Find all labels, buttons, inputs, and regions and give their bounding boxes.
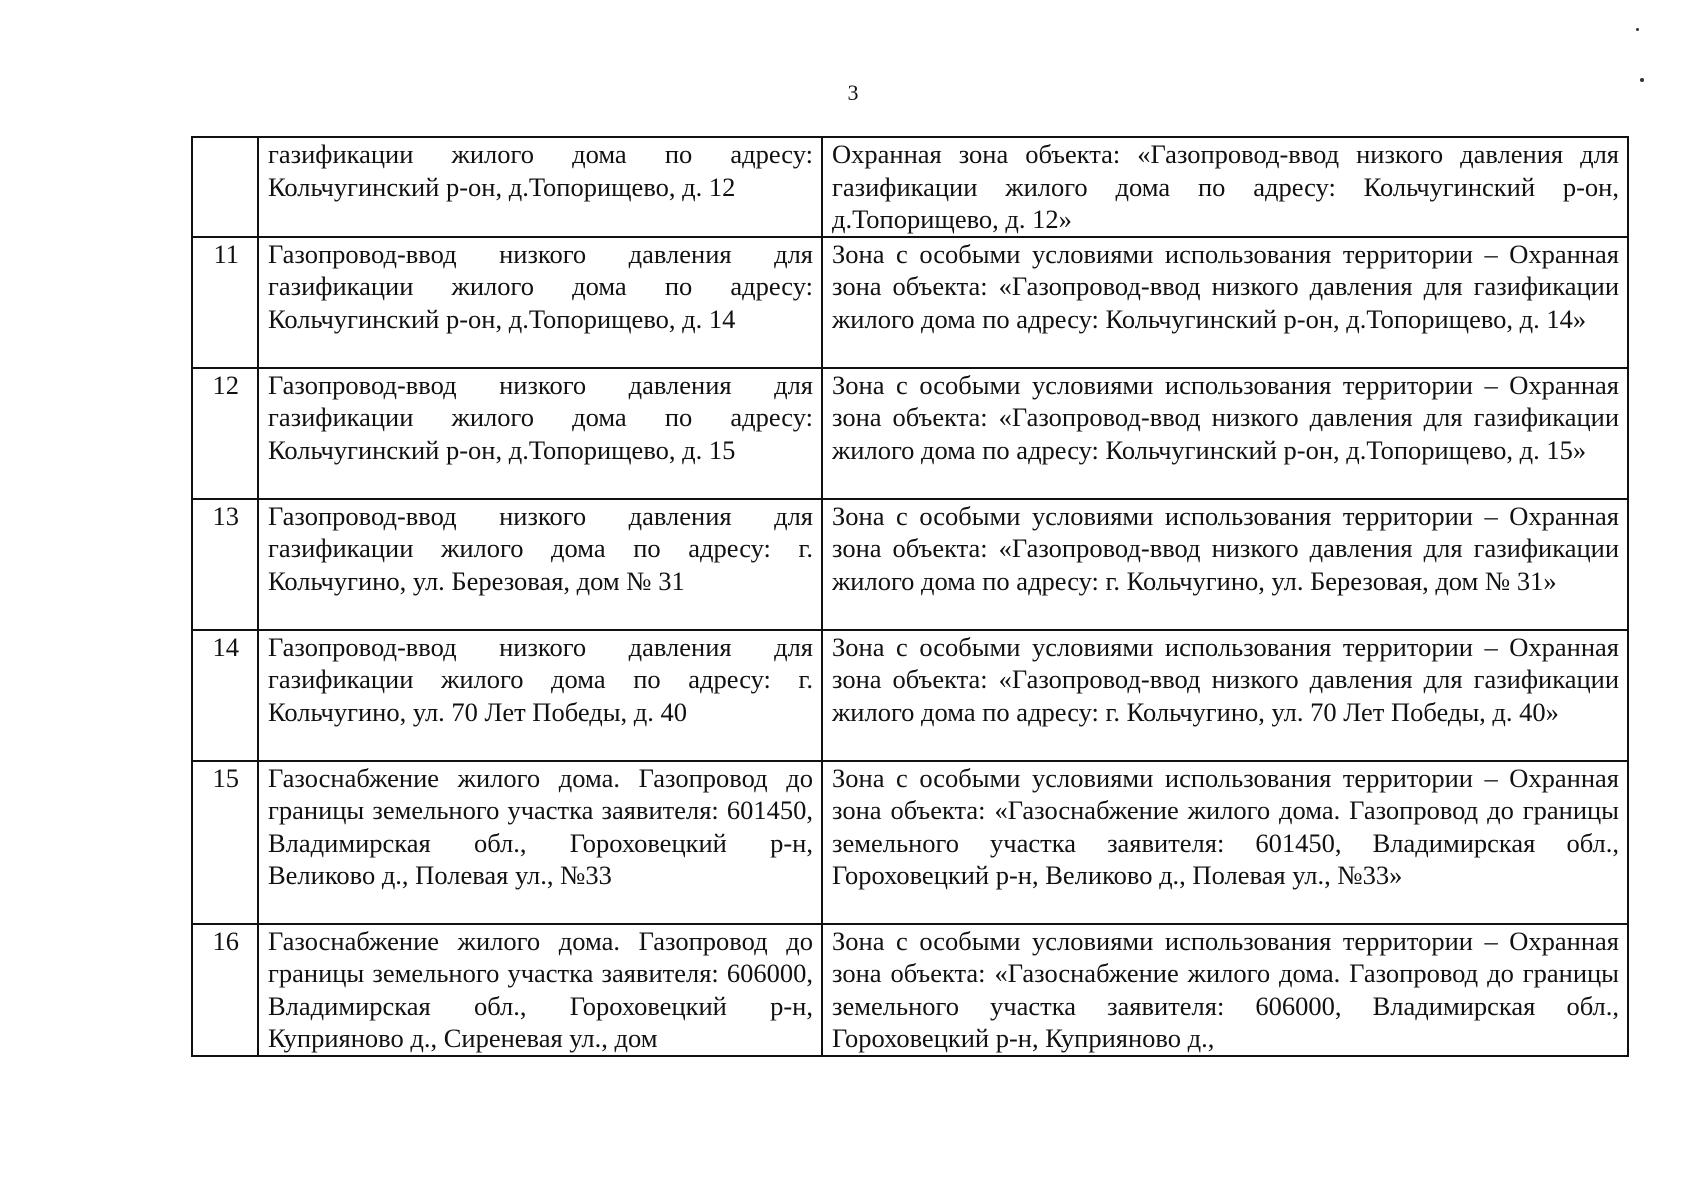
row-number: 11 — [192, 237, 258, 368]
table-row — [192, 761, 1628, 924]
zones-table — [191, 136, 1629, 1057]
object-name: Газоснабжение жилого дома. Газопровод до границы земельного участка заявителя: 606000, Владимирская обл., Гороховецкий р-н, Куприяново д., Сиреневая ул., дом — [258, 924, 822, 1056]
row-number: 12 — [192, 368, 258, 499]
zone-description: Зона с особыми условиями использования территории – Охранная зона объекта: «Газоснабжение жилого дома. Газопровод до границы земельного участка заявителя: 606000, Владимирская обл., Гороховецкий р-н, Куприяново д., — [822, 924, 1628, 1056]
table-row — [192, 630, 1628, 761]
zone-description: Охранная зона объекта: «Газопровод-ввод низкого давления для газификации жилого дома по адресу: Кольчугинский р-он, д.Топорищево, д. 12» — [822, 137, 1628, 237]
object-name: Газоснабжение жилого дома. Газопровод до границы земельного участка заявителя: 601450, Владимирская обл., Гороховецкий р-н, Великово д., Полевая ул., №33 — [258, 761, 822, 924]
object-name: Газопровод-ввод низкого давления для газификации жилого дома по адресу: г. Кольчугино, ул. 70 Лет Победы, д. 40 — [258, 630, 822, 761]
scan-speck — [1640, 78, 1644, 82]
table-row — [192, 924, 1628, 1056]
object-name: газификации жилого дома по адресу: Кольчугинский р-он, д.Топорищево, д. 12 — [258, 137, 822, 237]
table-row — [192, 499, 1628, 630]
row-number: 16 — [192, 924, 258, 1056]
zone-description: Зона с особыми условиями использования территории – Охранная зона объекта: «Газопровод-ввод низкого давления для газификации жилого дома по адресу: Кольчугинский р-он, д.Топорищево, д. 15» — [822, 368, 1628, 499]
object-name: Газопровод-ввод низкого давления для газификации жилого дома по адресу: Кольчугинский р-он, д.Топорищево, д. 15 — [258, 368, 822, 499]
zone-description: Зона с особыми условиями использования территории – Охранная зона объекта: «Газопровод-ввод низкого давления для газификации жилого дома по адресу: г. Кольчугино, ул. 70 Лет Победы, д. 40» — [822, 630, 1628, 761]
page-number: 3 — [847, 80, 859, 105]
object-name: Газопровод-ввод низкого давления для газификации жилого дома по адресу: г. Кольчугино, ул. Березовая, дом № 31 — [258, 499, 822, 630]
table-row — [192, 137, 1628, 237]
row-number — [192, 137, 258, 237]
zone-description: Зона с особыми условиями использования территории – Охранная зона объекта: «Газопровод-ввод низкого давления для газификации жилого дома по адресу: г. Кольчугино, ул. Березовая, дом № 31» — [822, 499, 1628, 630]
row-number: 14 — [192, 630, 258, 761]
object-name: Газопровод-ввод низкого давления для газификации жилого дома по адресу: Кольчугинский р-он, д.Топорищево, д. 14 — [258, 237, 822, 368]
row-number: 15 — [192, 761, 258, 924]
zone-description: Зона с особыми условиями использования территории – Охранная зона объекта: «Газоснабжение жилого дома. Газопровод до границы земельного участка заявителя: 601450, Владимирская обл., Гороховецкий р-н, Великово д., Полевая ул., №33» — [822, 761, 1628, 924]
table-row — [192, 237, 1628, 368]
table-row — [192, 368, 1628, 499]
scan-speck — [1636, 28, 1639, 31]
zone-description: Зона с особыми условиями использования территории – Охранная зона объекта: «Газопровод-ввод низкого давления для газификации жилого дома по адресу: Кольчугинский р-он, д.Топорищево, д. 14» — [822, 237, 1628, 368]
row-number: 13 — [192, 499, 258, 630]
